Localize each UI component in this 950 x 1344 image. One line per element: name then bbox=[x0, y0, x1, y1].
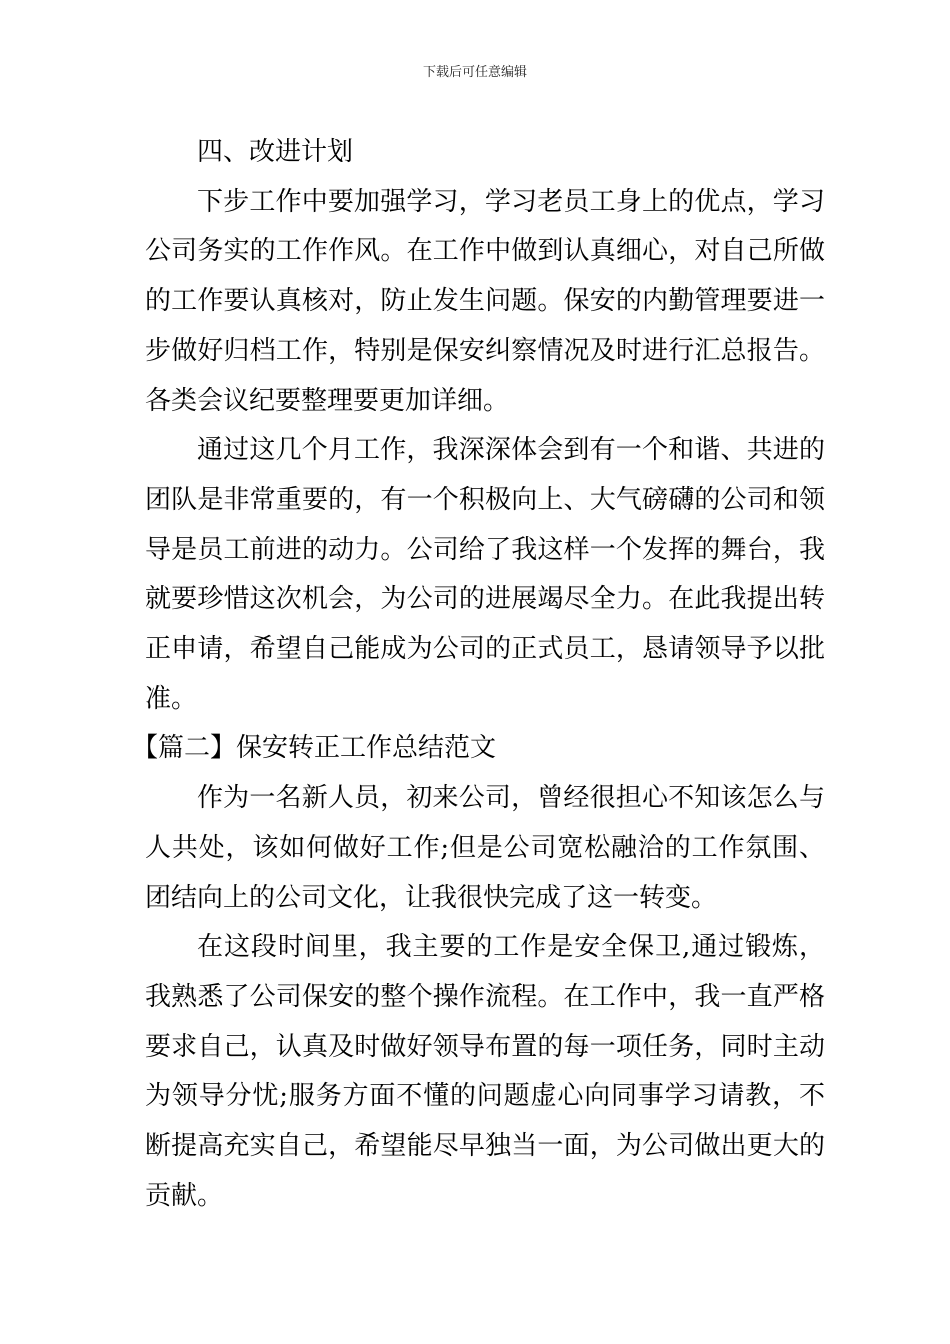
paragraph-new-employee: 作为一名新人员，初来公司，曾经很担心不知该怎么与人共处，该如何做好工作;但是公司宽松融洽的工作氛围、团结向上的公司文化，让我很快完成了这一转变。 bbox=[145, 783, 825, 913]
paragraph-security-work: 在这段时间里，我主要的工作是安全保卫,通过锻炼，我熟悉了公司保安的整个操作流程。在工作中，我一直严格要求自己，认真及时做好领导布置的每一项任务，同时主动为领导分忧;服务方面不懂的问题虚心向同事学习请教，不断提高充实自己，希望能尽早独当一面，为公司做出更大的贡献。 bbox=[145, 932, 825, 1211]
paragraph-probation-request: 通过这几个月工作，我深深体会到有一个和谐、共进的团队是非常重要的，有一个积极向上、大气磅礴的公司和领导是员工前进的动力。公司给了我这样一个发挥的舞台，我就要珍惜这次机会，为公司的进展竭尽全力。在此我提出转正申请，希望自己能成为公司的正式员工，恳请领导予以批准。 bbox=[145, 435, 825, 714]
heading-improvement-plan: 四、改进计划 bbox=[197, 137, 354, 167]
page-header: 下载后可任意编辑 bbox=[422, 65, 527, 80]
section-two-title: 【篇二】保安转正工作总结范文 bbox=[132, 733, 497, 764]
paragraph-improvement-details: 下步工作中要加强学习，学习老员工身上的优点，学习公司务实的工作作风。在工作中做到认真细心，对自己所做的工作要认真核对，防止发生问题。保安的内勤管理要进一步做好归档工作，特别是保安纠察情况及时进行汇总报告。各类会议纪要整理要更加详细。 bbox=[145, 186, 825, 416]
document-body bbox=[132, 128, 825, 1221]
